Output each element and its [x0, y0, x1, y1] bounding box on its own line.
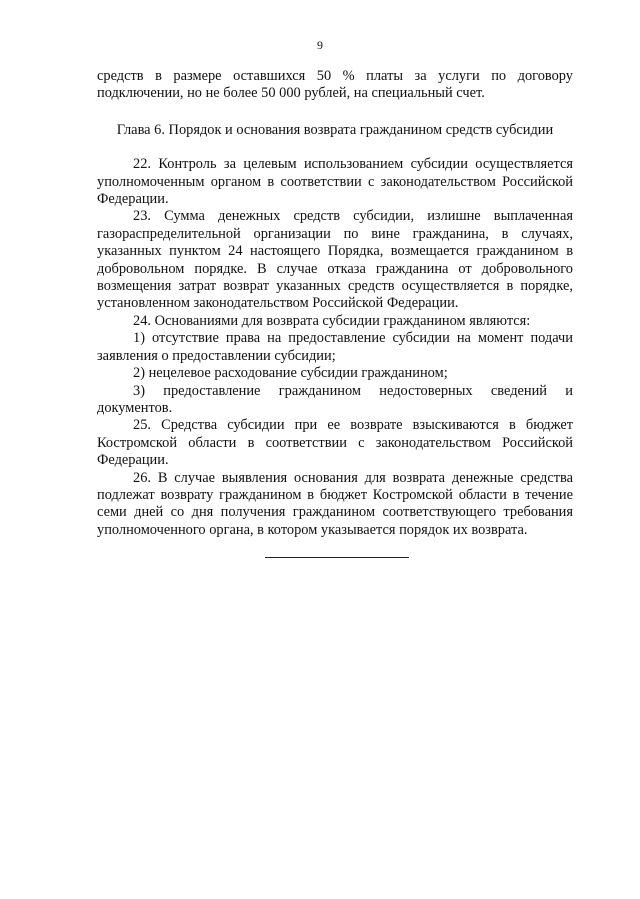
paragraph-25: 25. Средства субсидии при ее возврате взыскиваются в бюджет Костромской области в соответствии с законодательством Российской Федерации.: [97, 417, 573, 469]
document-body: [97, 68, 573, 539]
paragraph-22: 22. Контроль за целевым использованием субсидии осуществляется уполномоченным органом в соответствии с законодательством Российской Федерации.: [97, 156, 573, 208]
end-of-document-rule: [265, 557, 409, 558]
paragraph-23: 23. Сумма денежных средств субсидии, излишне выплаченная газораспределительной организации по вине гражданина, в случаях, указанных пунктом 24 настоящего Порядка, возмещается гражданином в добровольном порядке. В случае отказа гражданина от добровольного возмещения затрат возврат указанных средств осуществляется в порядке, установленном законодательством Российской Федерации.: [97, 208, 573, 312]
chapter-title: Глава 6. Порядок и основания возврата гражданином средств субсидии: [116, 121, 554, 138]
page-number: 9: [317, 38, 323, 52]
paragraph-24-item-3: 3) предоставление гражданином недостоверных сведений и документов.: [97, 382, 573, 416]
paragraph-24-item-1: 1) отсутствие права на предоставление субсидии на момент подачи заявления о предоставлении субсидии;: [97, 330, 573, 364]
paragraph-26: 26. В случае выявления основания для возврата денежные средства подлежат возврату гражданином в бюджет Костромской области в течение семи дней со дня получения гражданином соответствующего требования уполномоченного органа, в котором указывается порядок их возврата.: [97, 469, 573, 538]
intro-paragraph: средств в размере оставшихся 50 % платы за услуги по договору подключении, но не более 50 000 рублей, на специальный счет.: [97, 68, 573, 102]
paragraph-24: 24. Основаниями для возврата субсидии гражданином являются:: [133, 312, 531, 329]
paragraph-24-item-2: 2) нецелевое расходование субсидии гражданином;: [133, 365, 448, 382]
